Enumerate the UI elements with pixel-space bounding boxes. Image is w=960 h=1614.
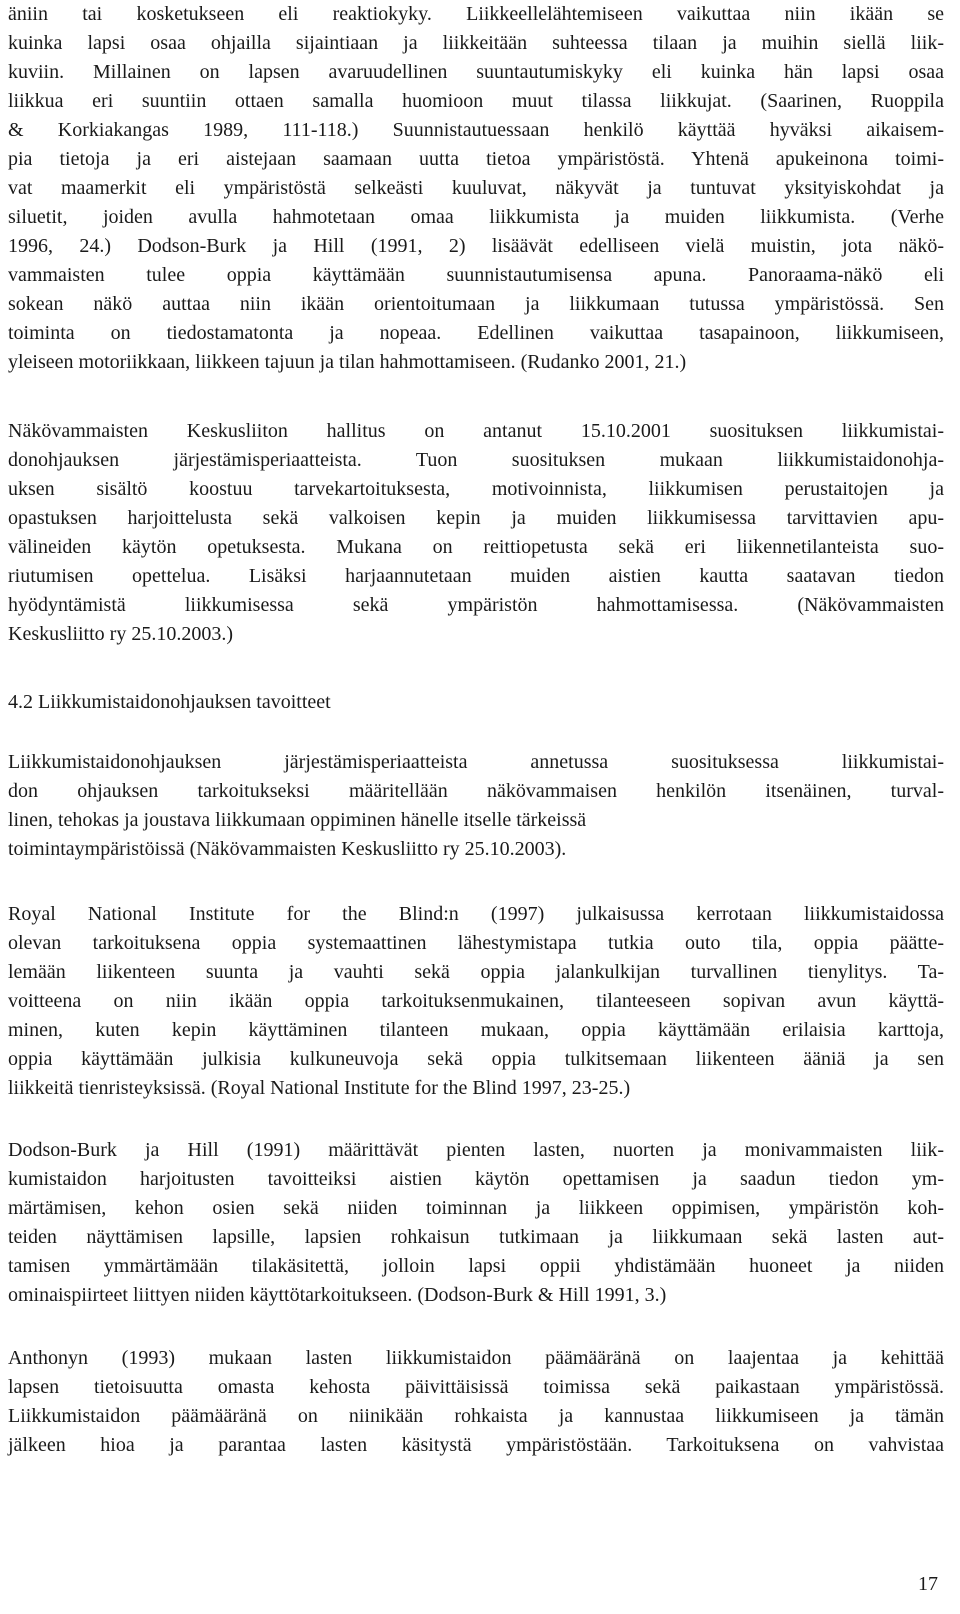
text-line: riutumisen opettelua. Lisäksi harjaannutetaan muiden aistien kautta saatavan tiedon <box>8 565 944 587</box>
text-line: teiden näyttämisen lapsille, lapsien rohkaisun tutkimaan ja liikkumaan sekä lasten aut- <box>8 1226 944 1248</box>
text-line: toimintaympäristöissä (Näkövammaisten Keskusliitto ry 25.10.2003). <box>8 838 567 860</box>
text-line: Royal National Institute for the Blind:n (1997) julkaisussa kerrotaan liikkumistaidossa <box>8 903 944 925</box>
text-line: märtämisen, kehon osien sekä niiden toiminnan ja liikkeen oppimisen, ympäristön koh- <box>8 1197 944 1219</box>
text-line: Liikkumistaidon päämääränä on niinikään rohkaista ja kannustaa liikkumiseen ja tämän <box>8 1405 944 1427</box>
paragraph-recommendation <box>8 417 944 649</box>
text-line: opastuksen harjoittelusta sekä valkoisen kepin ja muiden liikkumisessa tarvittavien apu- <box>8 507 944 529</box>
text-line: oppia käyttämään julkisia kulkuneuvoja sekä oppia tulkitsemaan liikenteen ääniä ja sen <box>8 1048 944 1070</box>
text-line: vat maamerkit eli ympäristöstä selkeästi kuuluvat, näkyvät ja tuntuvat yksityiskohdat ja <box>8 177 944 199</box>
text-line: Anthonyn (1993) mukaan lasten liikkumistaidon päämääränä on laajentaa ja kehittää <box>8 1347 944 1369</box>
paragraph-goals-definition <box>8 748 944 864</box>
page-number: 17 <box>918 1573 938 1595</box>
text-line: lemään liikenteen suunta ja vauhti sekä oppia jalankulkijan turvallinen tienylitys. Ta- <box>8 961 944 983</box>
text-line: voitteena on niin ikään oppia tarkoituksenmukainen, tilanteeseen sopivan avun käyttä- <box>8 990 944 1012</box>
text-line: liikkua eri suuntiin ottaen samalla huomioon muut tilassa liikkujat. (Saarinen, Ruoppila <box>8 90 944 112</box>
text-line: toiminta on tiedostamatonta ja nopeaa. Edellinen vaikuttaa tasapainoon, liikkumiseen, <box>8 322 944 344</box>
text-line: lapsen tietoisuutta omasta kehosta päivittäisissä toimissa sekä paikastaan ympäristössä. <box>8 1376 944 1398</box>
paragraph-reaction-and-orientation <box>8 0 944 377</box>
text-line: donohjauksen järjestämisperiaatteista. Tuon suosituksen mukaan liikkumistaidonohja- <box>8 449 944 471</box>
text-line: & Korkiakangas 1989, 111-118.) Suunnistautuessaan henkilö käyttää hyväksi aikaisem- <box>8 119 944 141</box>
paragraph-anthony <box>8 1344 944 1460</box>
text-line: yleiseen motoriikkaan, liikkeen tajuun ja tilan hahmottamiseen. (Rudanko 2001, 21.) <box>8 351 687 373</box>
text-line: vammaisten tulee oppia käyttämään suunnistautumisensa apuna. Panoraama-näkö eli <box>8 264 944 286</box>
text-line: jälkeen hioa ja parantaa lasten käsitystä ympäristöstään. Tarkoituksena on vahvistaa <box>8 1434 944 1456</box>
text-line: olevan tarkoituksena oppia systemaattinen lähestymistapa tutkia outo tila, oppia päätte- <box>8 932 944 954</box>
text-line: don ohjauksen tarkoitukseksi määritellään näkövammaisen henkilön itsenäinen, turval- <box>8 780 944 802</box>
text-line: kuviin. Millainen on lapsen avaruudellinen suuntautumiskyky eli kuinka hän lapsi osaa <box>8 61 944 83</box>
text-line: välineiden käytön opetuksesta. Mukana on reittiopetusta sekä eri liikennetilanteista suo- <box>8 536 944 558</box>
text-line: linen, tehokas ja joustava liikkumaan oppiminen hänelle itselle tärkeissä <box>8 809 587 831</box>
text-line: tamisen ymmärtämään tilakäsitettä, jolloin lapsi oppii yhdistämään huoneet ja niiden <box>8 1255 944 1277</box>
text-line: kuinka lapsi osaa ohjailla sijaintiaan ja liikkeitään suhteessa tilaan ja muihin siellä liik- <box>8 32 944 54</box>
text-line: minen, kuten kepin käyttäminen tilanteen mukaan, oppia käyttämään erilaisia karttoja, <box>8 1019 944 1041</box>
text-line: äniin tai kosketukseen eli reaktiokyky. Liikkeellelähtemiseen vaikuttaa niin ikään se <box>8 3 944 25</box>
text-line: pia tietoja ja eri aistejaan saamaan uutta tietoa ympäristöstä. Yhtenä apukeinona toimi- <box>8 148 944 170</box>
text-line: 1996, 24.) Dodson-Burk ja Hill (1991, 2) lisäävät edelliseen vielä muistin, jota näkö- <box>8 235 944 257</box>
section-heading-text: 4.2 Liikkumistaidonohjauksen tavoitteet <box>8 691 331 713</box>
paragraph-rnib <box>8 900 944 1103</box>
text-line: Liikkumistaidonohjauksen järjestämisperiaatteista annetussa suosituksessa liikkumistai- <box>8 751 944 773</box>
text-line: sokean näkö auttaa niin ikään orientoitumaan ja liikkumaan tutussa ympäristössä. Sen <box>8 293 944 315</box>
section-heading <box>8 688 944 717</box>
text-line: Dodson-Burk ja Hill (1991) määrittävät pienten lasten, nuorten ja monivammaisten liik- <box>8 1139 944 1161</box>
text-line: kumistaidon harjoitusten tavoitteiksi aistien käytön opettamisen ja saadun tiedon ym- <box>8 1168 944 1190</box>
text-line: uksen sisältö koostuu tarvekartoituksesta, motivoinnista, liikkumisen perustaitojen ja <box>8 478 944 500</box>
text-line: hyödyntämistä liikkumisessa sekä ympäristön hahmottamisessa. (Näkövammaisten <box>8 594 944 616</box>
text-line: liikkeitä tienristeyksissä. (Royal National Institute for the Blind 1997, 23-25.) <box>8 1077 631 1099</box>
paragraph-dodson-burk-hill <box>8 1136 944 1310</box>
text-line: ominaispiirteet liittyen niiden käyttötarkoitukseen. (Dodson-Burk & Hill 1991, 3.) <box>8 1284 667 1306</box>
text-line: Keskusliitto ry 25.10.2003.) <box>8 623 233 645</box>
text-line: siluetit, joiden avulla hahmotetaan omaa liikkumista ja muiden liikkumista. (Verhe <box>8 206 944 228</box>
text-line: Näkövammaisten Keskusliiton hallitus on antanut 15.10.2001 suosituksen liikkumistai- <box>8 420 944 442</box>
